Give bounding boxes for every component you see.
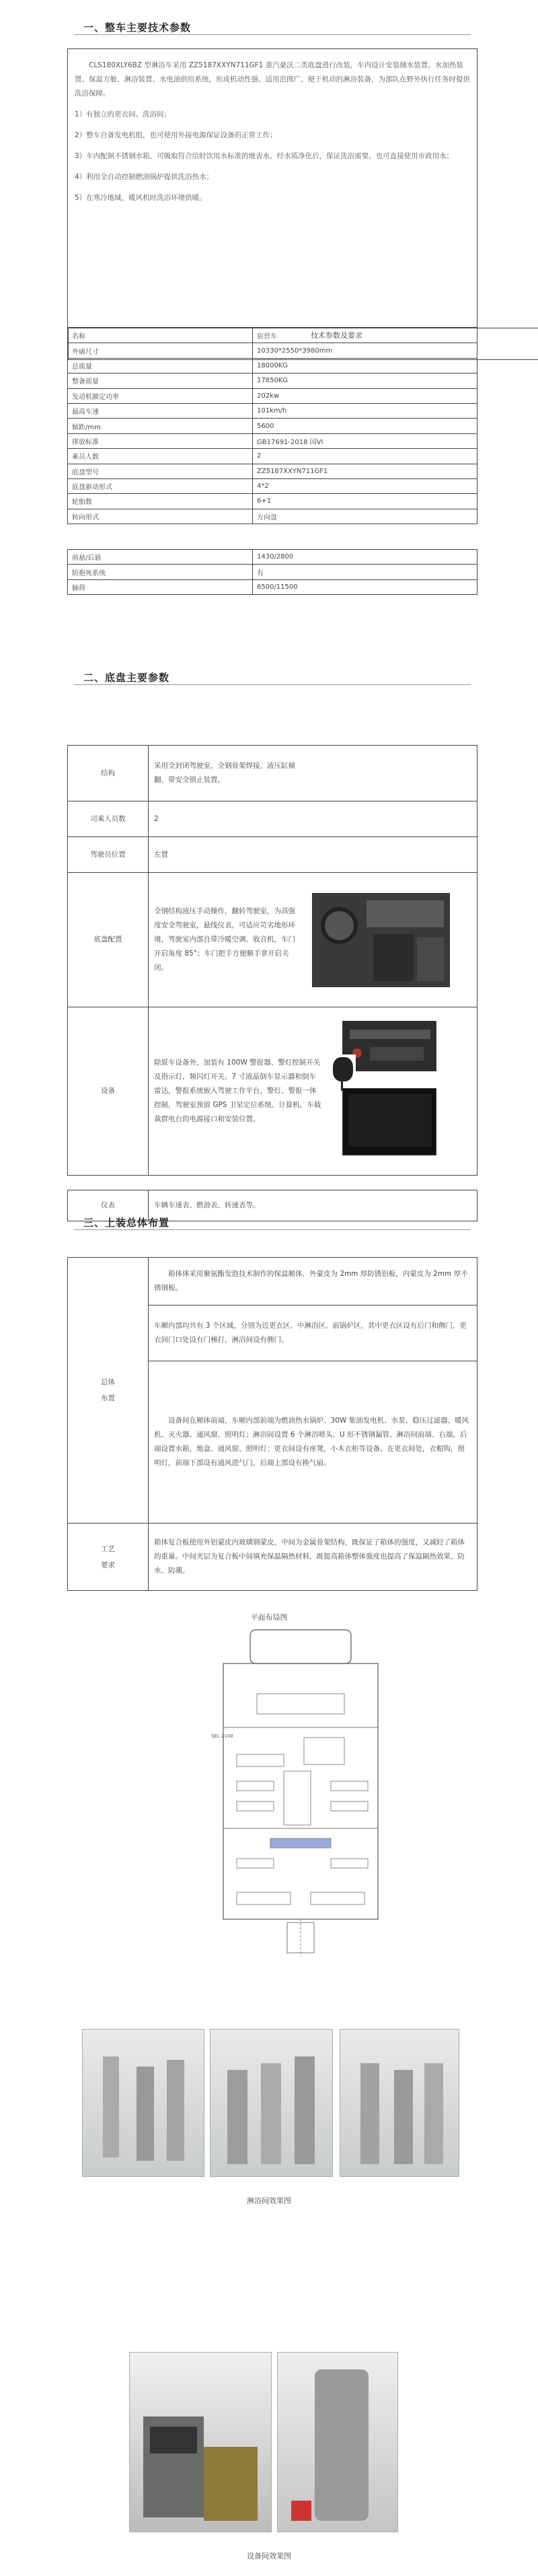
spec-value: 有: [253, 565, 477, 579]
spec-key: 发动机额定功率: [68, 388, 253, 403]
chassis-key: 仪表: [68, 1190, 149, 1221]
monitor-photo: [342, 1088, 436, 1155]
table-row: [68, 358, 477, 373]
section3-title: 三、上装总体布置: [83, 1217, 170, 1229]
intro-text: CLS180XLY6BZ 型淋浴车采用 ZZ5187XXYN711GF1 重汽豪沃二类底盘进行改装，车内设计安装储水装置、水加热装置、保温方舱、淋浴装置、水电油供给系统，形成机动性强、适用范围广，便于机动的淋浴装备，为部队在野外执行任务时提供洗浴保障。: [75, 61, 470, 98]
spec-key: 最高车速: [68, 403, 253, 418]
section2-title: 二、底盘主要参数: [83, 672, 170, 684]
chassis-cell-equipment: [149, 1007, 477, 1176]
spec-value: 6500/11500: [253, 579, 477, 594]
table-row: [68, 837, 477, 873]
table-row: [68, 373, 477, 388]
table-row: [68, 509, 477, 524]
upper-value: 设备间在厢体前端，车厢内部前端为燃油热水锅炉、30W 柴油发电机、水泵、稳压过滤器、暖风机、灭火器、通风窗、照明灯；淋浴间设置 6 个淋浴喷头、U 形不锈钢漏管、淋浴间前端、右端，后端设置水箱，地盒、通风窗、照明灯；更衣间设有座凳，小木衣柜等设备。在更衣间处，衣帽钩，照明灯，前端下部设有通风进气门，后端上部设有换气扇。: [149, 1361, 477, 1523]
table-row: [68, 1007, 477, 1176]
chassis-value: 全钢结构液压手动操作，翻转驾驶室，为高强度安全驾驶室，悬线仪表，可适应苛劣地形环境，驾驶室内部自带冷暖空调、收音机，车门开启角度 85°；车门把手方便顺手拿开启关闭。: [154, 907, 295, 972]
chassis-cell-config: [149, 873, 477, 1007]
intro-box: [67, 48, 477, 328]
chassis-key: 结构: [68, 746, 149, 801]
upper-value: 箱体复合板使用外铝蒙皮内玻璃钢蒙皮，中间为金属骨架结构，既保证了箱体的强度，又减轻了箱体的重量。中间夹层为复合板中间填充保温隔热材料，既提高箱体整体强度也提高了保温隔热效果、防水、防潮。: [149, 1524, 477, 1591]
chassis-table: [67, 745, 477, 1221]
section3-header: [74, 1211, 471, 1230]
spec-value: 2: [253, 449, 477, 464]
table-row: [68, 478, 477, 493]
upper-key-label: 总体布置: [101, 1378, 115, 1402]
feature-item: 4）利用全自动控制燃油锅炉提供洗浴热水；: [75, 173, 214, 181]
feature-item: 1）有独立的更衣间、洗浴间；: [75, 110, 171, 118]
spec-key: 总质量: [68, 358, 253, 373]
chassis-key: 设备: [68, 1007, 149, 1176]
spec-value: 5600: [253, 419, 477, 433]
equipment-photo-1: [129, 2352, 272, 2532]
table-row: [68, 1258, 477, 1305]
spec-key: 轴距/mm: [68, 419, 253, 433]
spec-key: 名称: [68, 328, 253, 343]
table-row: [68, 1524, 477, 1591]
table-row: [68, 449, 477, 464]
chassis-value: 2: [149, 801, 477, 837]
chassis-value: 采用全封闭驾驶室，全钢骨架焊接，液压缸倾翻，带安全锁止装置。: [149, 746, 477, 801]
spec-key: 外廓尺寸: [68, 343, 253, 358]
shower-photo-3: [340, 2029, 459, 2177]
chassis-key: 驾驶员位置: [68, 837, 149, 873]
upper-value: 箱体体采用聚氨酯发泡技术制作的保温厢体，外蒙皮为 2mm 厚防锈铝板，内蒙皮为 2mm 厚不锈钢板。: [149, 1258, 477, 1305]
spec-key: 乘员人数: [68, 449, 253, 464]
chassis-value: 除原车设备外，加装有 100W 警报器、警灯控制开关及指示灯，频闪灯开关，7 寸液晶倒车显示器和倒车雷达，警报系统嵌入驾驶工作平台，警灯、警报一体控制，驾驶室预留 GPS 卫星定位系统、计算机、车载裁群电台的电源接口和安装位置。: [154, 1059, 321, 1123]
chassis-value: 车辆车速表、燃油表、转速表等。: [149, 1190, 477, 1221]
spec-value: 4*2: [253, 478, 477, 493]
spec-value: 6+1: [253, 494, 477, 509]
cab-interior-photo: [312, 893, 450, 987]
spec-key: 轮胎数: [68, 494, 253, 509]
table-row: [68, 579, 477, 594]
spec-value: 宿营车: [253, 328, 477, 343]
spec-key: 整备质量: [68, 373, 253, 388]
spec-value: 101km/h: [253, 403, 477, 418]
table-row: [68, 746, 477, 801]
spec-key: 转向形式: [68, 509, 253, 524]
feature-item: 5）在寒冷地域，暖风机时洗浴环境供暖。: [75, 194, 206, 202]
spec-key: 轴荷: [68, 579, 253, 594]
spec-value: 17850KG: [253, 373, 477, 388]
table-row: [68, 565, 477, 579]
section2-header: [74, 666, 471, 685]
spec-key: 防抱死系统: [68, 565, 253, 579]
shower-photo-2: [210, 2029, 333, 2177]
chassis-key: 司乘人员数: [68, 801, 149, 837]
floorplan-diagram: [210, 1626, 391, 1963]
upper-key: [68, 1524, 149, 1591]
spec-value: 202kw: [253, 388, 477, 403]
spec-value: 1430/2800: [253, 550, 477, 565]
section1-header: [74, 16, 471, 35]
spec-value: GB17691-2018 国VI: [253, 433, 477, 448]
spec-table-caption: 技术参数及要求: [68, 328, 538, 360]
chassis-value: 左置: [149, 837, 477, 873]
spec-value: 18000KG: [253, 358, 477, 373]
siren-controller-photo: [342, 1021, 436, 1071]
spec-key: 底盘型号: [68, 464, 253, 478]
table-row: [68, 433, 477, 448]
upper-key-label: 工艺要求: [101, 1544, 115, 1569]
floorplan-title: 平面布局图: [250, 1613, 288, 1622]
microphone-photo: [330, 1054, 356, 1092]
table-row: [68, 801, 477, 837]
shower-caption: 淋浴间效果图: [247, 2196, 291, 2205]
spec-value: ZZ5187XXYN711GF1: [253, 464, 477, 478]
floorplan-label: SEL 2100: [211, 1733, 233, 1739]
table-row: [68, 494, 477, 509]
shower-photo-1: [82, 2029, 204, 2177]
spec-value: 方向盘: [253, 509, 477, 524]
upper-key: [68, 1258, 149, 1524]
feature-item: 3）车内配制不锈钢水箱，可吸取符合给时饮用水标准的地表水，经水质净化后，保证洗浴需要，也可直接使用市政用水；: [75, 152, 454, 160]
upper-structure-table: [67, 1257, 477, 1591]
table-row: [68, 419, 477, 433]
table-row: [68, 388, 477, 403]
equipment-caption: 设备间效果图: [247, 2552, 291, 2561]
spec-key: 前悬/后悬: [68, 550, 253, 565]
table-row: [68, 464, 477, 478]
feature-item: 2）整车自备发电机组，也可使用外接电源保证设备的正常工作；: [75, 131, 277, 139]
table-row: [68, 873, 477, 1007]
spec-key: 底盘驱动形式: [68, 478, 253, 493]
table-row: [68, 403, 477, 418]
table-row: [68, 550, 477, 565]
spec-key: 排放标准: [68, 433, 253, 448]
upper-value: 车厢内部均共有 3 个区域，分别为近更衣区、中淋浴区、前锅炉区，其中更衣区设有后门和侧门，更衣间门口处设有门梯打，淋浴间设有侧门。: [149, 1305, 477, 1361]
chassis-key: 底盘配置: [68, 873, 149, 1007]
spec-value: 10330*2550*3980mm: [253, 343, 477, 358]
equipment-photo-2: [277, 2352, 398, 2532]
spec-table: [67, 328, 477, 595]
section1-title: 一、整车主要技术参数: [83, 22, 192, 34]
